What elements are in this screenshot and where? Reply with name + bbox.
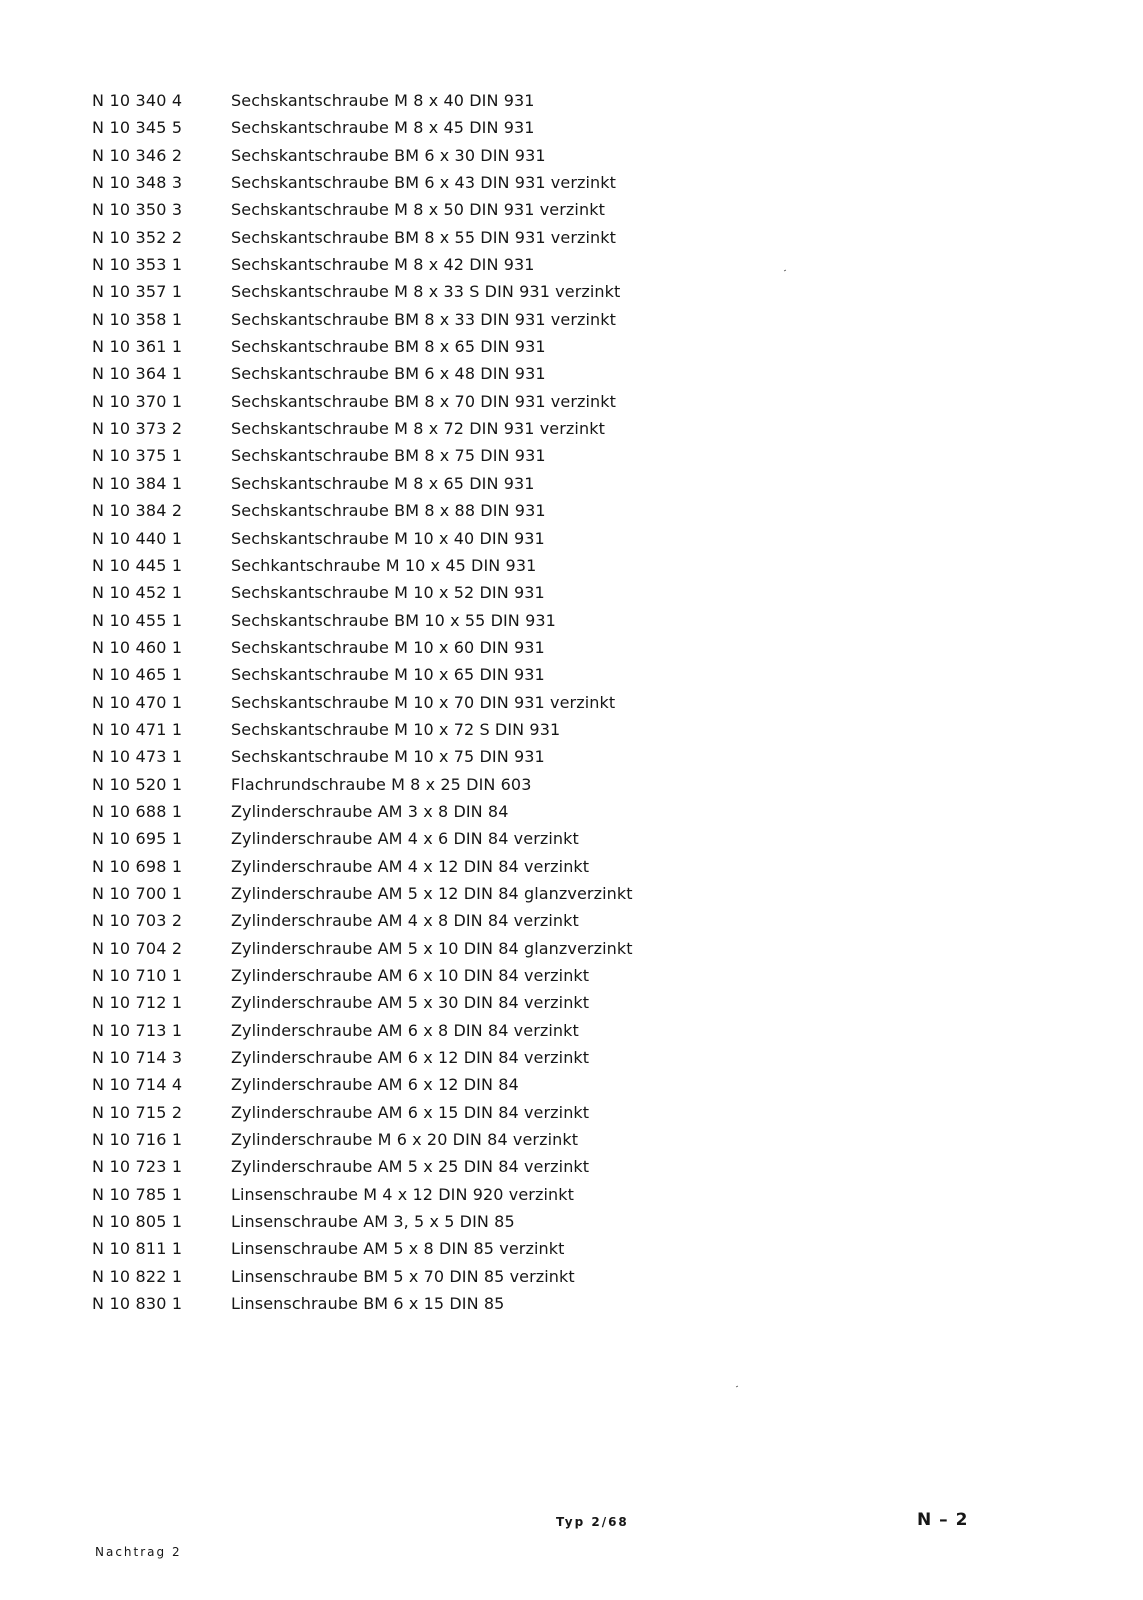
part-description: Sechskantschraube M 10 x 52 DIN 931 [231, 583, 545, 603]
part-row [0, 798, 1143, 825]
part-number: N 10 703 2 [92, 911, 183, 931]
part-number: N 10 445 1 [92, 555, 183, 575]
part-row [0, 962, 1143, 989]
part-row [0, 251, 1143, 278]
scan-speck [736, 1386, 738, 1388]
part-number: N 10 830 1 [92, 1294, 183, 1314]
part-number: N 10 710 1 [92, 966, 183, 985]
part-description: Sechskantschraube BM 8 x 55 DIN 931 verzinkt [231, 227, 617, 247]
part-description: Sechskantschraube M 8 x 45 DIN 931 [231, 118, 535, 138]
part-row [0, 1017, 1143, 1044]
part-row [0, 388, 1143, 415]
part-description: Sechskantschraube M 8 x 72 DIN 931 verzinkt [231, 419, 605, 439]
part-number: N 10 473 1 [92, 747, 183, 767]
part-description: Sechskantschraube M 10 x 75 DIN 931 [231, 747, 545, 767]
part-number: N 10 520 1 [92, 774, 183, 794]
supplement-label: Nachtrag 2 [95, 1545, 182, 1559]
part-number: N 10 714 4 [92, 1075, 183, 1095]
part-number: N 10 384 2 [92, 501, 183, 521]
part-row [0, 196, 1143, 223]
part-row [0, 1044, 1143, 1071]
part-number: N 10 700 1 [92, 883, 183, 903]
part-number: N 10 358 1 [92, 309, 183, 329]
part-row [0, 579, 1143, 606]
part-number: N 10 716 1 [92, 1130, 183, 1150]
part-number: N 10 348 3 [92, 173, 183, 193]
part-row [0, 743, 1143, 770]
part-row [0, 1263, 1143, 1290]
part-row [0, 333, 1143, 360]
part-row [0, 525, 1143, 552]
part-number: N 10 785 1 [92, 1184, 183, 1204]
part-number: N 10 370 1 [92, 391, 183, 411]
part-description: Zylinderschraube AM 4 x 8 DIN 84 verzinkt [231, 911, 579, 931]
part-row [0, 169, 1143, 196]
part-number: N 10 440 1 [92, 528, 183, 548]
part-description: Zylinderschraube AM 4 x 6 DIN 84 verzinkt [231, 829, 579, 849]
part-description: Zylinderschraube AM 6 x 12 DIN 84 [231, 1075, 519, 1095]
part-row [0, 1290, 1143, 1317]
part-row [0, 935, 1143, 962]
part-row [0, 306, 1143, 333]
part-row [0, 1208, 1143, 1235]
part-number: N 10 345 5 [92, 118, 183, 138]
part-description: Linsenschraube M 4 x 12 DIN 920 verzinkt [231, 1184, 574, 1204]
part-description: Zylinderschraube M 6 x 20 DIN 84 verzinkt [231, 1130, 579, 1150]
part-row [0, 1071, 1143, 1098]
part-row [0, 497, 1143, 524]
part-row [0, 716, 1143, 743]
part-description: Sechskantschraube M 10 x 72 S DIN 931 [231, 719, 561, 739]
part-row [0, 1126, 1143, 1153]
part-row [0, 1235, 1143, 1262]
part-row [0, 607, 1143, 634]
part-description: Sechskantschraube BM 10 x 55 DIN 931 [231, 610, 556, 630]
part-row [0, 470, 1143, 497]
part-description: Zylinderschraube AM 5 x 25 DIN 84 verzinkt [231, 1157, 590, 1177]
part-row [0, 825, 1143, 852]
part-number: N 10 465 1 [92, 665, 183, 685]
part-description: Zylinderschraube AM 5 x 30 DIN 84 verzinkt [231, 993, 590, 1013]
part-description: Sechskantschraube BM 6 x 30 DIN 931 [231, 145, 546, 165]
part-description: Linsenschraube BM 5 x 70 DIN 85 verzinkt [231, 1266, 575, 1286]
part-number: N 10 713 1 [92, 1020, 183, 1040]
part-number: N 10 715 2 [92, 1102, 183, 1122]
part-row [0, 989, 1143, 1016]
part-description: Sechskantschraube M 8 x 42 DIN 931 [231, 255, 535, 275]
part-description: Sechskantschraube BM 8 x 75 DIN 931 [231, 446, 546, 466]
part-row [0, 1181, 1143, 1208]
part-description: Sechskantschraube BM 6 x 43 DIN 931 verzinkt [231, 173, 617, 193]
part-number: N 10 364 1 [92, 364, 183, 384]
part-description: Zylinderschraube AM 6 x 12 DIN 84 verzinkt [231, 1048, 590, 1068]
part-row [0, 360, 1143, 387]
part-row [0, 880, 1143, 907]
part-row [0, 552, 1143, 579]
parts-list [0, 87, 1143, 1317]
part-number: N 10 805 1 [92, 1212, 183, 1232]
part-row [0, 689, 1143, 716]
part-row [0, 853, 1143, 880]
part-description: Sechkantschraube M 10 x 45 DIN 931 [231, 555, 537, 575]
part-number: N 10 704 2 [92, 938, 183, 958]
part-description: Linsenschraube AM 5 x 8 DIN 85 verzinkt [231, 1239, 565, 1259]
part-number: N 10 346 2 [92, 145, 183, 165]
part-description: Sechskantschraube M 8 x 40 DIN 931 [231, 91, 535, 110]
part-description: Zylinderschraube AM 3 x 8 DIN 84 [231, 801, 509, 821]
part-row [0, 224, 1143, 251]
part-row [0, 278, 1143, 305]
part-number: N 10 714 3 [92, 1048, 183, 1068]
part-description: Sechskantschraube M 8 x 33 S DIN 931 verzinkt [231, 282, 621, 302]
part-description: Zylinderschraube AM 6 x 8 DIN 84 verzinkt [231, 1020, 579, 1040]
part-row [0, 771, 1143, 798]
part-description: Zylinderschraube AM 4 x 12 DIN 84 verzinkt [231, 856, 590, 876]
part-number: N 10 353 1 [92, 255, 183, 275]
part-number: N 10 352 2 [92, 227, 183, 247]
part-row [0, 442, 1143, 469]
part-description: Sechskantschraube BM 8 x 65 DIN 931 [231, 337, 546, 357]
part-row [0, 415, 1143, 442]
part-number: N 10 452 1 [92, 583, 183, 603]
part-number: N 10 361 1 [92, 337, 183, 357]
part-number: N 10 712 1 [92, 993, 183, 1013]
part-number: N 10 811 1 [92, 1239, 183, 1259]
part-description: Sechskantschraube BM 6 x 48 DIN 931 [231, 364, 546, 384]
part-row [0, 114, 1143, 141]
part-description: Zylinderschraube AM 5 x 12 DIN 84 glanzverzinkt [231, 883, 633, 903]
part-description: Zylinderschraube AM 6 x 15 DIN 84 verzinkt [231, 1102, 590, 1122]
footer-type-label: Typ 2/68 [556, 1515, 629, 1529]
part-description: Sechskantschraube M 10 x 40 DIN 931 [231, 528, 545, 548]
part-row [0, 87, 1143, 114]
part-row [0, 142, 1143, 169]
part-description: Sechskantschraube M 10 x 60 DIN 931 [231, 637, 545, 657]
part-row [0, 907, 1143, 934]
part-row [0, 661, 1143, 688]
part-number: N 10 340 4 [92, 91, 183, 110]
part-number: N 10 350 3 [92, 200, 183, 220]
part-description: Flachrundschraube M 8 x 25 DIN 603 [231, 774, 532, 794]
part-description: Zylinderschraube AM 5 x 10 DIN 84 glanzverzinkt [231, 938, 633, 958]
part-number: N 10 471 1 [92, 719, 183, 739]
part-number: N 10 695 1 [92, 829, 183, 849]
part-number: N 10 688 1 [92, 801, 183, 821]
part-number: N 10 373 2 [92, 419, 183, 439]
part-number: N 10 723 1 [92, 1157, 183, 1177]
page-number: N – 2 [917, 1510, 969, 1530]
part-row [0, 634, 1143, 661]
part-number: N 10 357 1 [92, 282, 183, 302]
part-description: Sechskantschraube M 10 x 65 DIN 931 [231, 665, 545, 685]
part-description: Sechskantschraube M 8 x 65 DIN 931 [231, 473, 535, 493]
part-number: N 10 384 1 [92, 473, 183, 493]
part-row [0, 1099, 1143, 1126]
part-number: N 10 470 1 [92, 692, 183, 712]
part-number: N 10 822 1 [92, 1266, 183, 1286]
part-description: Sechskantschraube BM 8 x 33 DIN 931 verzinkt [231, 309, 617, 329]
part-description: Sechskantschraube BM 8 x 70 DIN 931 verzinkt [231, 391, 617, 411]
part-description: Zylinderschraube AM 6 x 10 DIN 84 verzinkt [231, 966, 590, 985]
part-number: N 10 460 1 [92, 637, 183, 657]
part-description: Sechskantschraube M 8 x 50 DIN 931 verzinkt [231, 200, 605, 220]
part-number: N 10 455 1 [92, 610, 183, 630]
part-number: N 10 698 1 [92, 856, 183, 876]
part-description: Linsenschraube BM 6 x 15 DIN 85 [231, 1294, 505, 1314]
part-description: Sechskantschraube BM 8 x 88 DIN 931 [231, 501, 546, 521]
part-row [0, 1153, 1143, 1180]
part-number: N 10 375 1 [92, 446, 183, 466]
part-description: Sechskantschraube M 10 x 70 DIN 931 verzinkt [231, 692, 616, 712]
part-description: Linsenschraube AM 3, 5 x 5 DIN 85 [231, 1212, 515, 1232]
